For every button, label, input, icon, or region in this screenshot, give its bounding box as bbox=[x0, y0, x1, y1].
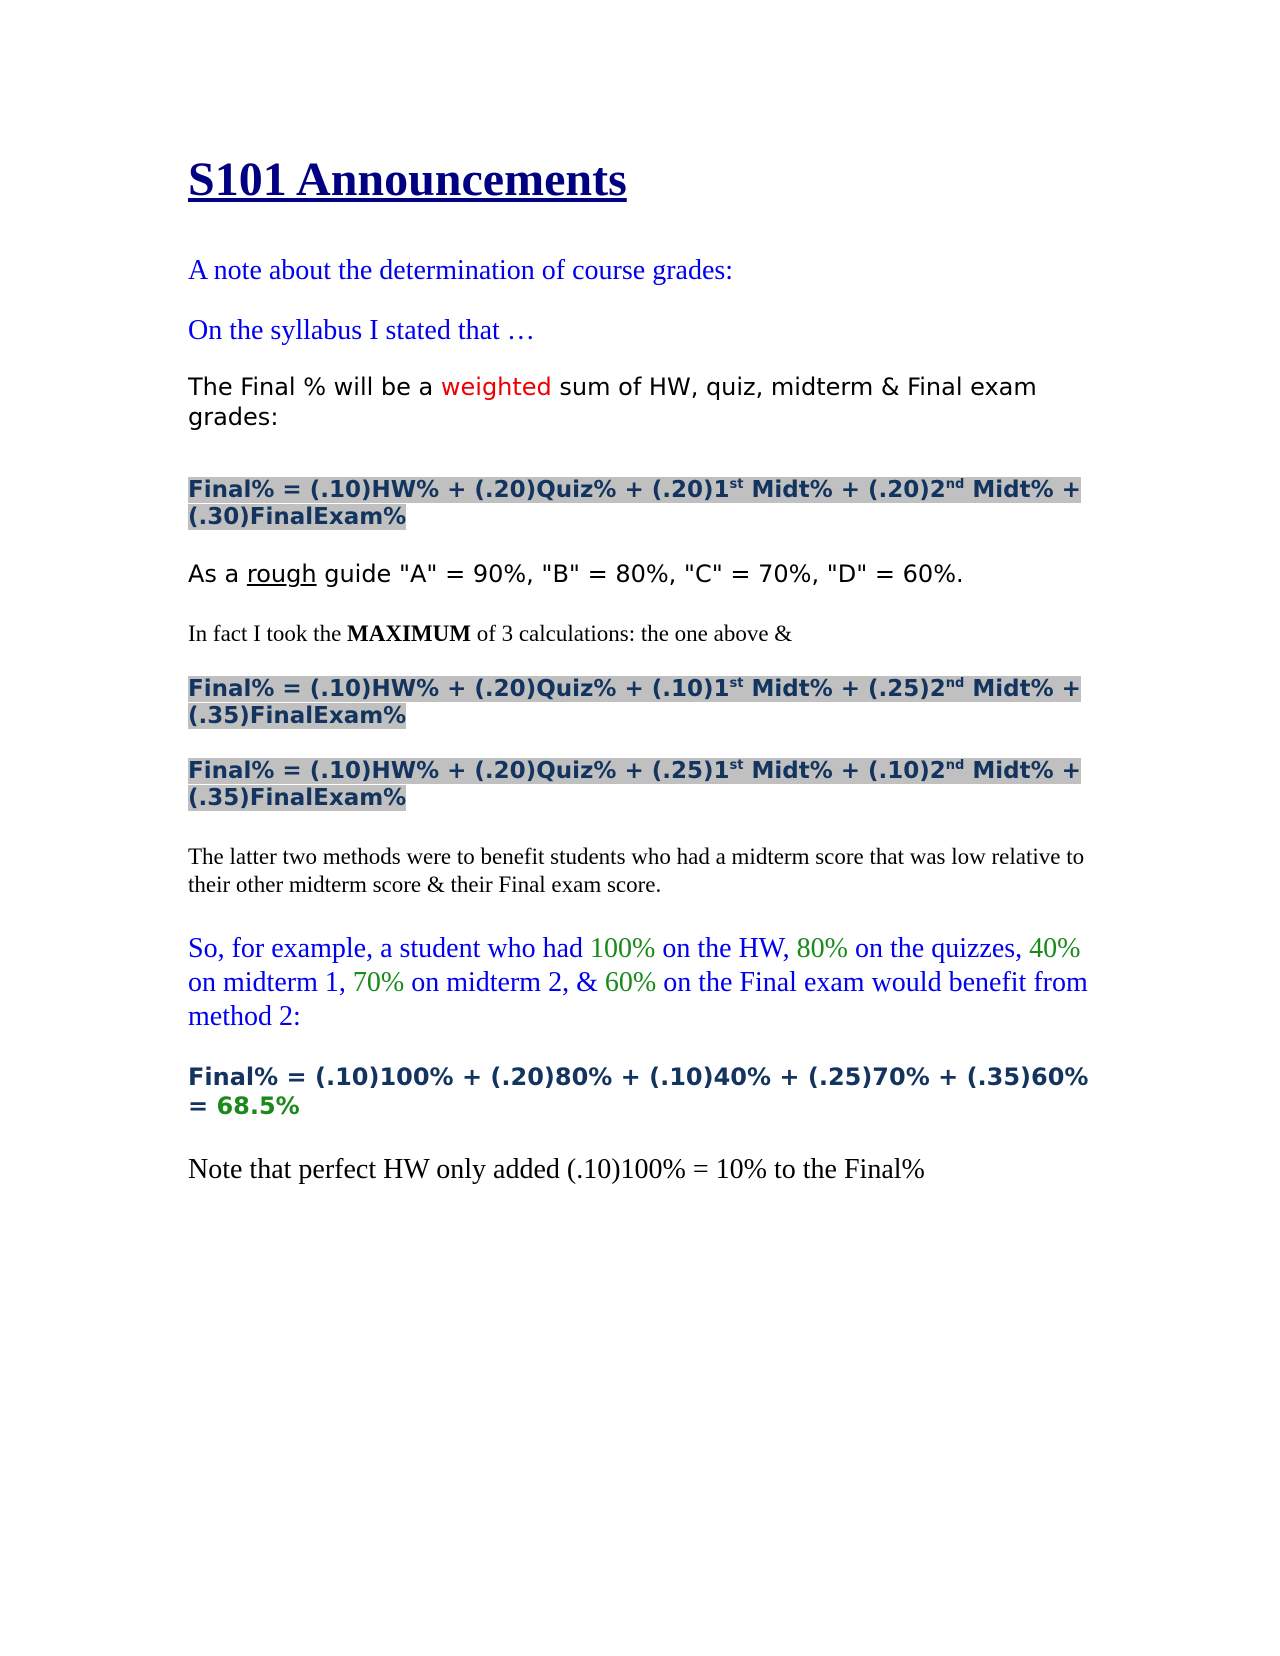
example-paragraph bbox=[188, 932, 1098, 1034]
grade-guide-underlined: rough bbox=[246, 560, 317, 588]
example-value-hw: 100% bbox=[590, 933, 656, 964]
grade-guide-after: guide "A" = 90%, "B" = 80%, "C" = 70%, "D" = 60%. bbox=[316, 560, 964, 588]
formula-2-sup-1: st bbox=[729, 676, 744, 691]
hw-note: Note that perfect HW only added (.10)100% = 10% to the Final% bbox=[188, 1154, 925, 1185]
intro-line-syllabus: On the syllabus I stated that … bbox=[188, 315, 535, 346]
formula-1-highlight bbox=[188, 477, 1081, 530]
formula-3-sup-1: st bbox=[729, 758, 744, 773]
example-calculation-expression: Final% = (.10)100% + (.20)80% + (.10)40% + (.25)70% + (.35)60% = bbox=[188, 1063, 1089, 1120]
example-calculation bbox=[188, 1063, 1098, 1121]
maximum-sentence-bold: MAXIMUM bbox=[347, 621, 471, 646]
formula-2-part-b: Midt% + (.25)2 bbox=[743, 676, 946, 702]
formula-1-part-b: Midt% + (.20)2 bbox=[743, 477, 946, 503]
example-text-2: on the HW, bbox=[655, 933, 797, 964]
formula-3-sup-2: nd bbox=[945, 758, 965, 773]
maximum-sentence bbox=[188, 620, 1098, 648]
formula-1-part-c: Midt% + (.30)FinalExam% bbox=[188, 477, 1081, 530]
intro-line-grades: A note about the determination of course grades: bbox=[188, 255, 734, 286]
formula-2-part-a: Final% = (.10)HW% + (.20)Quiz% + (.10)1 bbox=[188, 676, 730, 702]
grade-guide bbox=[188, 559, 1098, 589]
example-value-quizzes: 80% bbox=[796, 933, 848, 964]
formula-2-sup-2: nd bbox=[945, 676, 965, 691]
weighted-sentence-after: sum of HW, quiz, midterm & Final exam grades: bbox=[188, 373, 1037, 431]
example-value-final: 60% bbox=[604, 967, 657, 998]
weighted-sentence bbox=[188, 372, 1098, 432]
example-text-5: on midterm 2, & bbox=[404, 967, 605, 998]
formula-1 bbox=[188, 477, 1098, 531]
formula-2-part-c: Midt% + (.35)FinalExam% bbox=[188, 676, 1081, 729]
example-text-6: on the Final exam would benefit from method 2: bbox=[188, 967, 1088, 1032]
example-calculation-result: 68.5% bbox=[216, 1092, 300, 1120]
formula-2 bbox=[188, 676, 1098, 730]
formula-3-highlight bbox=[188, 758, 1081, 811]
latter-methods-sentence: The latter two methods were to benefit students who had a midterm score that was low relative to their other midterm score & their Final exam score. bbox=[188, 844, 1085, 897]
formula-3-part-c: Midt% + (.35)FinalExam% bbox=[188, 758, 1081, 811]
example-text-1: So, for example, a student who had bbox=[188, 933, 591, 964]
formula-3-part-b: Midt% + (.10)2 bbox=[743, 758, 946, 784]
maximum-sentence-before: In fact I took the bbox=[188, 621, 348, 646]
weighted-emphasis: weighted bbox=[440, 373, 552, 401]
maximum-sentence-after: of 3 calculations: the one above & bbox=[470, 621, 793, 646]
formula-3 bbox=[188, 758, 1098, 812]
formula-1-sup-2: nd bbox=[945, 477, 965, 492]
formula-1-sup-1: st bbox=[729, 477, 744, 492]
example-text-3: on the quizzes, bbox=[847, 933, 1030, 964]
formula-2-highlight bbox=[188, 676, 1081, 729]
weighted-sentence-before: The Final % will be a bbox=[188, 373, 441, 401]
example-text-4: on midterm 1, bbox=[188, 967, 353, 998]
page-title: S101 Announcements bbox=[188, 153, 627, 206]
formula-3-part-a: Final% = (.10)HW% + (.20)Quiz% + (.25)1 bbox=[188, 758, 730, 784]
formula-1-part-a: Final% = (.10)HW% + (.20)Quiz% + (.20)1 bbox=[188, 477, 730, 503]
example-value-midterm1: 40% bbox=[1029, 933, 1081, 964]
grade-guide-before: As a bbox=[188, 560, 247, 588]
example-value-midterm2: 70% bbox=[352, 967, 405, 998]
